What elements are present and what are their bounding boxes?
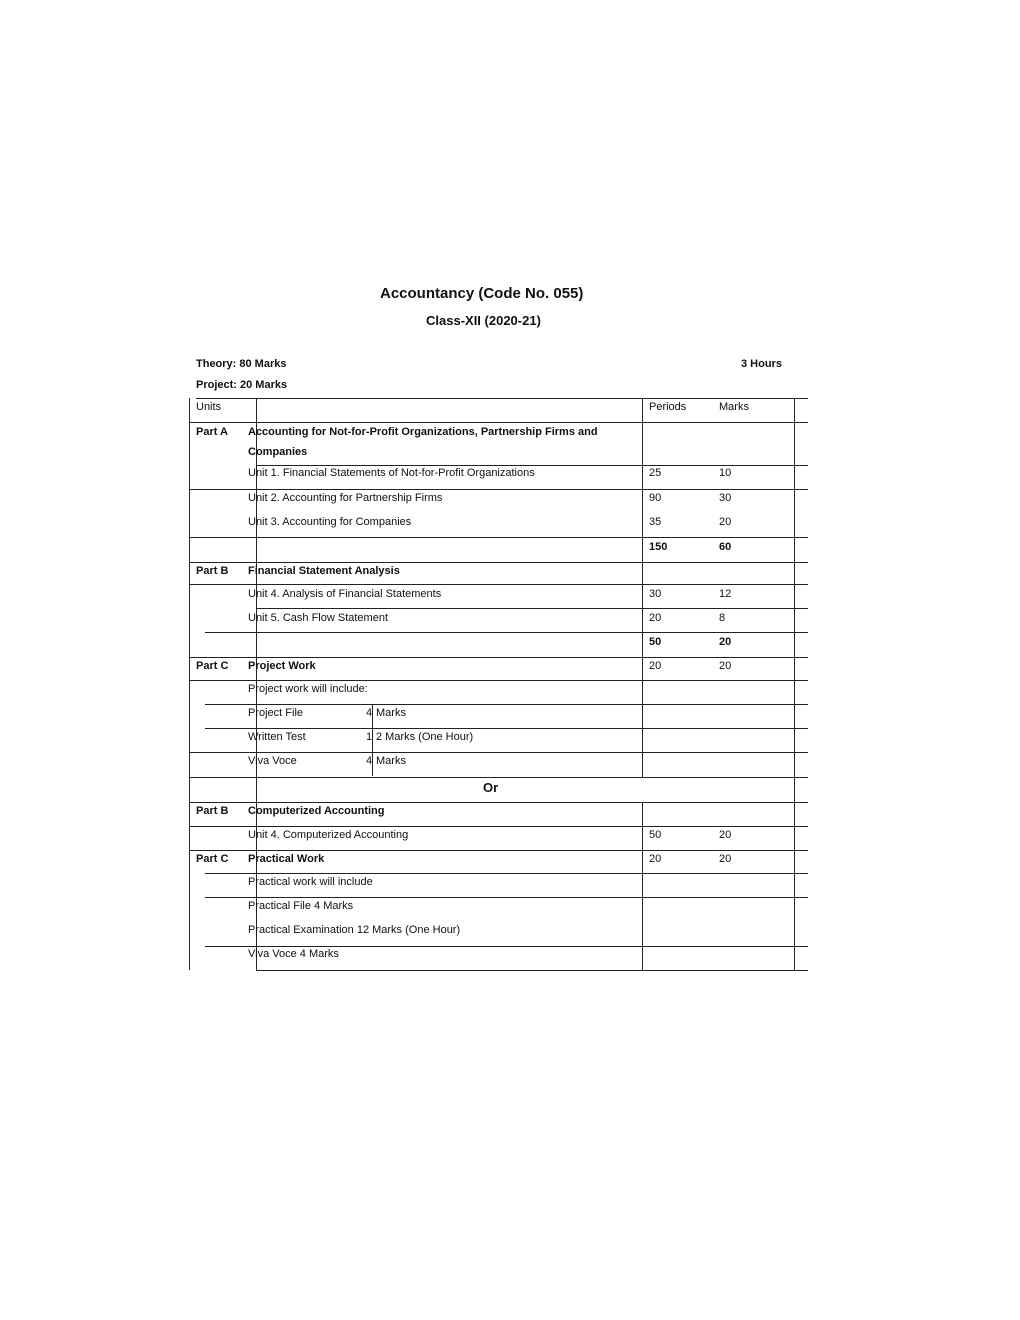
table-row-line [189,489,808,490]
header-units: Units [196,401,222,413]
project-intro: Project work will include: [248,683,368,695]
unit-2-marks: 30 [719,492,732,504]
project-item-num: 1 [366,731,373,743]
table-row-line [256,465,808,466]
unit-2-name: Unit 2. Accounting for Partnership Firms [248,492,443,504]
part-c-label: Part C [196,660,229,672]
exam-duration: 3 Hours [741,358,782,370]
unit-3-periods: 35 [649,516,662,528]
part-c2-periods: 20 [649,853,662,865]
table-row-line [205,873,808,874]
table-row-line [196,398,808,399]
part-b-heading: Financial Statement Analysis [248,565,400,577]
computerized-unit-periods: 50 [649,829,662,841]
part-c2-marks: 20 [719,853,732,865]
or-separator: Or [483,780,499,795]
table-row-line [189,777,808,778]
table-row-line [189,657,808,658]
table-row-line [189,752,808,753]
practical-intro: Practical work will include [248,876,373,888]
unit-4-periods: 30 [649,588,662,600]
table-border-left [189,398,190,970]
part-a-heading: Accounting for Not-for-Profit Organizations, Partnership Firms and [248,426,598,438]
part-a-total-periods: 150 [649,541,668,553]
project-item-name: Project File [248,707,304,719]
unit-1-name: Unit 1. Financial Statements of Not-for-Profit Organizations [248,467,535,479]
unit-3-marks: 20 [719,516,732,528]
part-b-label: Part B [196,565,229,577]
document-title: Accountancy (Code No. 055) [380,285,584,302]
project-marks: Project: 20 Marks [196,379,288,391]
table-row-line [189,802,808,803]
unit-3-name: Unit 3. Accounting for Companies [248,516,412,528]
table-row-line [189,680,808,681]
part-a-total-marks: 60 [719,541,732,553]
header-marks: Marks [719,401,749,413]
project-item-desc: Marks [376,707,406,719]
table-row-line [256,970,808,971]
project-item-desc: 2 Marks (One Hour) [376,731,474,743]
table-row-line [189,562,808,563]
table-row-line [189,850,808,851]
project-item-name: Viva Voce [248,755,297,767]
project-item-desc: Marks [376,755,406,767]
part-b-total-marks: 20 [719,636,732,648]
table-row-line [205,632,808,633]
part-c2-label: Part C [196,853,229,865]
unit-1-marks: 10 [719,467,732,479]
table-row-line [189,422,808,423]
project-item-num: 4 [366,755,373,767]
practical-item: Practical Examination 12 Marks (One Hour) [248,924,461,936]
part-a-label: Part A [196,426,228,438]
unit-5-periods: 20 [649,612,662,624]
computerized-unit-marks: 20 [719,829,732,841]
part-c-marks: 20 [719,660,732,672]
table-row-line [189,826,808,827]
table-row-line [205,728,808,729]
computerized-unit-name: Unit 4. Computerized Accounting [248,829,409,841]
table-col-divider [642,802,643,970]
part-b-total-periods: 50 [649,636,662,648]
table-row-line [205,946,808,947]
document-subtitle: Class-XII (2020-21) [426,313,541,328]
practical-item: Viva Voce 4 Marks [248,948,339,960]
part-b2-label: Part B [196,805,229,817]
part-c-periods: 20 [649,660,662,672]
table-col-divider [372,704,373,776]
theory-marks: Theory: 80 Marks [196,358,287,370]
table-border-right [794,398,795,970]
table-col-divider [642,398,643,778]
practical-item: Practical File 4 Marks [248,900,354,912]
header-periods: Periods [649,401,687,413]
unit-1-periods: 25 [649,467,662,479]
unit-4-marks: 12 [719,588,732,600]
part-b2-heading: Computerized Accounting [248,805,385,817]
part-c2-heading: Practical Work [248,853,325,865]
part-c-heading: Project Work [248,660,316,672]
table-row-line [189,537,808,538]
unit-5-name: Unit 5. Cash Flow Statement [248,612,389,624]
project-item-name: Written Test [248,731,306,743]
unit-4-name: Unit 4. Analysis of Financial Statements [248,588,442,600]
project-item-num: 4 [366,707,373,719]
unit-5-marks: 8 [719,612,726,624]
table-row-line [205,897,808,898]
table-row-line [189,584,808,585]
part-a-heading-cont: Companies [248,446,308,458]
table-row-line [256,608,808,609]
table-row-line [205,704,808,705]
unit-2-periods: 90 [649,492,662,504]
